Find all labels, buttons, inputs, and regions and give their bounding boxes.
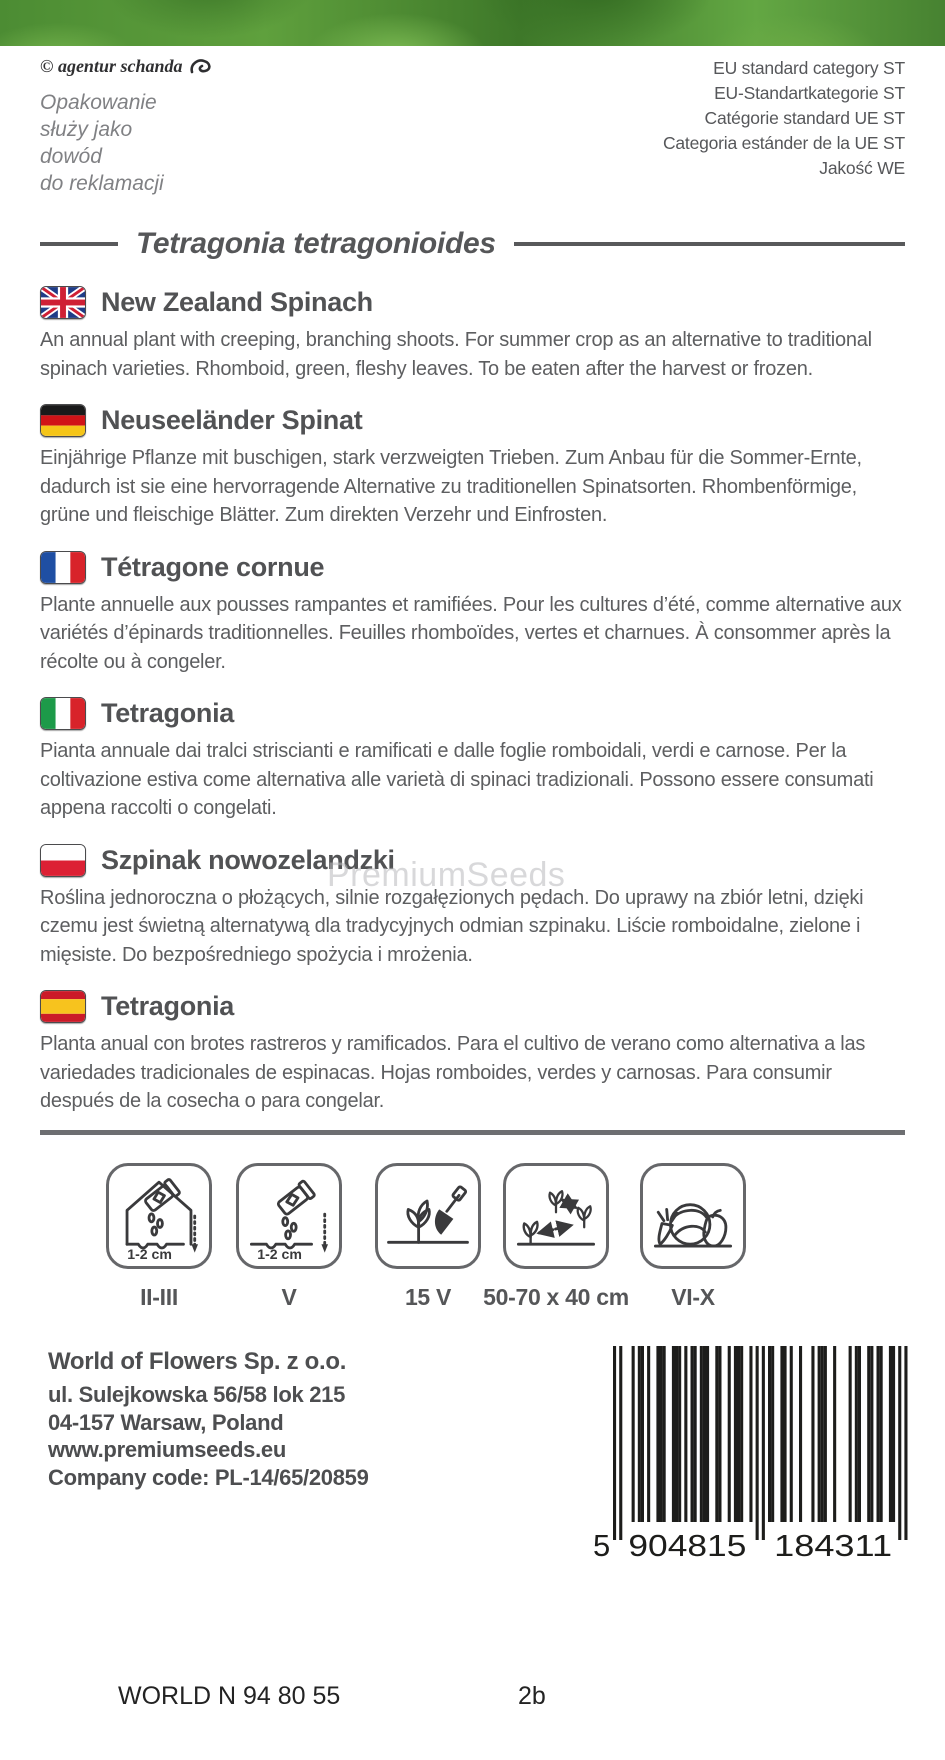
sowing-label: V: [281, 1284, 297, 1310]
plant-spacing-icon: [509, 1169, 603, 1263]
producer-address-line: ul. Sulejkowska 56/58 lok 215: [48, 1382, 346, 1407]
species-title-row: [0, 227, 945, 261]
header-row: [0, 46, 945, 197]
svg-text:184311: 184311: [774, 1528, 893, 1560]
flag-united-kingdom-icon: [40, 286, 86, 319]
eu-category-line: EU standard category ST: [713, 58, 905, 78]
barcode-icon: [591, 1342, 909, 1560]
flag-germany-icon: [40, 404, 86, 437]
lang-head: [40, 551, 905, 584]
sowing-step-sow-outdoor: [236, 1163, 342, 1311]
producer-block: [48, 1348, 369, 1491]
lang-section-italian: [0, 697, 945, 823]
lang-description: Einjährige Pflanze mit buschigen, stark verzweigten Trieben. Zum Anbau für die Sommer-Ernte, dadurch ist sie eine hervorragende Alternative zu traditionellen Spinatsorten. Rhombenförmige, grüne und fleischige Blätter. Zum direkten Verzehr und Einfrosten.: [40, 447, 862, 526]
lang-description: An annual plant with creeping, branching shoots. For summer crop as an alternative to traditional spinach varieties. Rhomboid, green, fleshy leaves. To be eaten after the harvest or frozen.: [40, 329, 872, 380]
lang-head: [40, 286, 905, 319]
lang-name: Tétragone cornue: [101, 551, 325, 582]
packaging-claim: [40, 89, 473, 197]
sowing-step-sow-under-cover: [106, 1163, 212, 1311]
product-code: WORLD N 94 80 55: [118, 1682, 341, 1710]
lang-name: Tetragonia: [101, 698, 235, 728]
flag-poland-icon: [40, 844, 86, 877]
sowing-icons-row: [0, 1163, 746, 1311]
eu-category-line: Categoria estánder de la UE ST: [662, 133, 905, 153]
leaf-photo-strip: [0, 0, 945, 46]
sowing-step-harvest: [640, 1163, 746, 1311]
species-title: Tetragonia tetragonioides: [136, 227, 496, 260]
flag-france-icon: [40, 551, 86, 584]
svg-text:5: 5: [593, 1528, 611, 1560]
title-rule-right: [514, 242, 905, 246]
sowing-icon-box: [640, 1163, 746, 1269]
transplant-icon: [381, 1169, 475, 1263]
copyright-text: © agentur schanda: [40, 56, 183, 76]
eu-category-block: [663, 56, 905, 197]
lang-description: Planta anual con brotes rastreros y ramificados. Para el cultivo de verano como alternativa a las variedades tradicionales de espinacas. Hojas romboides, verdes y carnosas. Para consumir después de la cosecha o para congelar.: [40, 1033, 866, 1112]
eu-category-line: Jakość WE: [819, 158, 905, 178]
sowing-icon-box: [503, 1163, 609, 1269]
lang-section-french: [0, 551, 945, 677]
sowing-label: 50-70 x 40 cm: [483, 1284, 629, 1310]
footer-row: [0, 1682, 945, 1711]
lang-head: [40, 697, 905, 730]
lang-section-german: [0, 404, 945, 530]
claim-line: do reklamacji: [40, 172, 164, 195]
sowing-depth: 1-2 cm: [257, 1246, 302, 1263]
lang-description: Roślina jednoroczna o płożących, silnie rozgałęzionych pędach. Do uprawy na zbiór letni, dzięki czemu jest świetną alternatywą dla tradycyjnych odmian szpinaku. Liście romboidalne, zielone i mięsiste. Do bezpośredniego spożycia i mrożenia.: [40, 886, 864, 966]
lang-head: [40, 844, 905, 877]
ean13-barcode: [591, 1342, 909, 1565]
copyright-line: [40, 56, 473, 77]
sowing-icon-box: [106, 1163, 212, 1269]
schanda-logo-icon: [189, 58, 213, 76]
eu-category-line: Catégorie standard UE ST: [704, 108, 905, 128]
svg-text:904815: 904815: [628, 1528, 747, 1560]
sowing-depth: 1-2 cm: [127, 1246, 172, 1263]
lang-description: Plante annuelle aux pousses rampantes et ramifiées. Pour les cultures d’été, comme alternative aux variétés d’épinards traditionnelles. Feuilles rhomboïdes, vertes et charnues. À consommer après la récolte ou à congeler.: [40, 593, 902, 673]
producer-address-line: 04-157 Warsaw, Poland: [48, 1409, 284, 1435]
lang-name: Szpinak nowozelandzki: [101, 844, 395, 875]
lang-name: New Zealand Spinach: [101, 287, 373, 317]
producer-company-code: Company code: PL-14/65/20859: [48, 1464, 369, 1490]
sowing-step-transplant: [375, 1163, 481, 1311]
sowing-label: VI-X: [671, 1284, 715, 1310]
lang-name: Tetragonia: [101, 991, 235, 1021]
sow-outdoor-icon: [242, 1169, 336, 1263]
flag-italy-icon: [40, 697, 86, 730]
batch-code: 2b: [518, 1682, 546, 1710]
eu-category-line: EU-Standartkategorie ST: [714, 83, 905, 103]
harvest-icon: [646, 1169, 740, 1263]
section-divider: [40, 1130, 905, 1135]
lang-name: Neuseeländer Spinat: [101, 405, 363, 435]
claim-line: Opakowanie: [40, 91, 157, 114]
lang-head: [40, 990, 905, 1023]
lang-section-spanish: [0, 990, 945, 1116]
lang-section-polish: [0, 844, 945, 970]
lang-head: [40, 404, 905, 437]
producer-website: www.premiumseeds.eu: [48, 1437, 287, 1462]
claim-line: dowód: [40, 145, 102, 168]
sowing-icon-box: [236, 1163, 342, 1269]
lang-description: Pianta annuale dai tralci striscianti e ramificati e dalle foglie romboidali, verdi e carnose. Per la coltivazione estiva come alternativa alle varietà di spinaci tradizionali. Possono essere consumati appena raccolti o congelati.: [40, 740, 874, 819]
sowing-label: II-III: [140, 1284, 178, 1310]
producer-name: World of Flowers Sp. z o.o.: [48, 1348, 347, 1375]
sowing-icon-box: [375, 1163, 481, 1269]
flag-spain-icon: [40, 990, 86, 1023]
lang-section-english: [0, 286, 945, 383]
title-rule-left: [40, 242, 118, 246]
sowing-label: 15 V: [404, 1284, 452, 1310]
premiumseeds-watermark: PremiumSeeds: [327, 856, 566, 894]
header-left: [40, 56, 473, 197]
sowing-step-plant-spacing: [483, 1163, 629, 1311]
claim-line: służy jako: [40, 118, 133, 141]
sow-under-cover-icon: [112, 1169, 206, 1263]
